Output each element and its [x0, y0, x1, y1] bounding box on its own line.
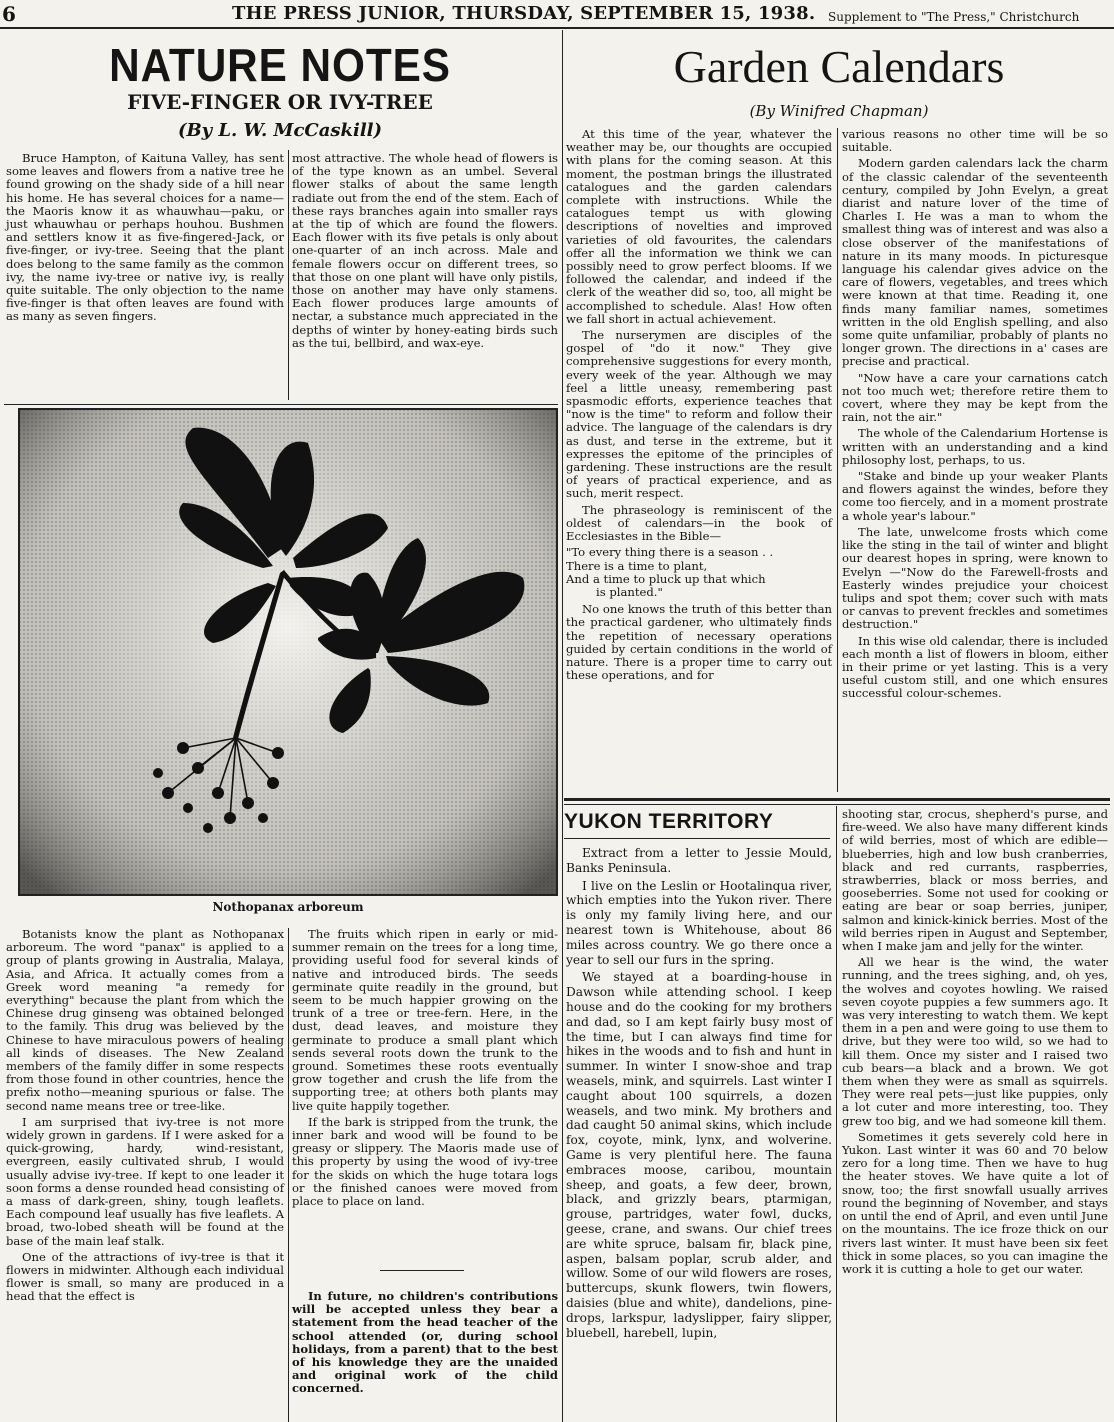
nature-notes-col1-bottom: [6, 928, 284, 1307]
garden-calendars-title: Garden Calendars: [673, 41, 1005, 92]
title-rule: [564, 838, 830, 839]
masthead: [0, 0, 1114, 26]
article-paragraph: Bruce Hampton, of Kaituna Valley, has sent some leaves and flowers from a native tree he found growing on the shady side of a hill near his home. He has several choices for a name—the Maoris know it as whauwhau—paku, or just whauwhau or perhaps houhou. Bushmen and settlers know it as five-fingered-Jack, or five-finger, or ivy-tree. Seeing that the plant does belong to the same family as the common ivy, the name ivy-tree or native ivy, is really quite suitable. The only objection to the name five-finger is that often leaves are found with as many as seven fingers.: [6, 151, 284, 324]
nature-notes-byline: (By L. W. McCaskill): [177, 120, 383, 141]
garden-calendars-byline: (By Winifred Chapman): [749, 102, 929, 120]
masthead-rule: [0, 27, 1114, 29]
article-paragraph: The fruits which ripen in early or mid-summer remain on the trees for a long time, providing useful food for several kinds of native and introduced birds. The seeds germinate quite readily in the ground, but seem to be much happier growing on the trunk of a tree or tree-fern. Here, in the dust, dead leaves, and moisture they germinate to produce a small plant which sends several roots down the trunk to the ground. Sometimes these roots eventually grow together and crush the life from the supporting tree; at others both plants may live quite happily together.: [292, 927, 558, 1113]
article-paragraph: In this wise old calendar, there is included each month a list of flowers in bloom, either in their prime or yet lasting. This is a very useful custom still, and one which ensures successful colour-schemes.: [842, 633, 1108, 701]
article-paragraph: various reasons no other time will be so suitable.: [842, 127, 1108, 155]
notice-text: In future, no children's contributions will be accepted unless they bear a statement from the head teacher of the school attended (or, during school holidays, from a parent) that to the best of his knowledge they are the unaided and original work of the child concerned.: [292, 1289, 558, 1396]
newspaper-title: THE PRESS JUNIOR, THURSDAY, SEPTEMBER 15, 1938.: [232, 3, 816, 24]
article-paragraph: All we hear is the wind, the water running, and the trees sighing, and, oh yes, the wolves and coyotes howling. We raised seven coyote puppies a few summers ago. It was very interesting to watch them. We kept them in a pen and were going to use them to drive, but they were too wild, so we had to kill them. Once my sister and I raised two cub bears—a black and a brown. We got them when they were as small as squirrels. They were real pets—just like puppies, only a lot cuter and more interesting, too. They grew too big, and we had someone kill them.: [842, 955, 1108, 1128]
nature-notes-col2-top: [292, 152, 558, 353]
section-rule: [564, 804, 1110, 805]
yukon-col1: [566, 846, 832, 1343]
article-paragraph: shooting star, crocus, shepherd's purse, and fire-weed. We also have many different kinds of wild berries, most of which are edible—blueberries, high and low bush cranberries, black and red currants, raspberries, strawberries, black or moss berries, and gooseberries. Some not used for cooking or eating are bear or soap berries, juniper, salmon and kinick-kinick berries. Most of the wild berries ripen in August and September, when I make jam and jelly for the winter.: [842, 807, 1108, 954]
nature-notes-subtitle: FIVE-FINGER OR IVY-TREE: [127, 90, 433, 114]
verse-line: And a time to pluck up that which: [566, 571, 766, 586]
article-paragraph: most attractive. The whole head of flowers is of the type known as an umbel. Several flower stalks of about the same length radiate out from the end of the stem. Each of these rays branches again into smaller rays at the tip of which are found the flowers. Each flower with its five petals is only about one-quarter of an inch across. Male and female flowers occur on different trees, so that those on one plant will have only pistils, those on another may have only stamens. Each flower produces large amounts of nectar, a substance much appreciated in the depths of winter by honey-eating birds such as the tui, bellbird, and wax-eye.: [292, 151, 558, 350]
article-paragraph: We stayed at a boarding-house in Dawson while attending school. I keep house and do the cooking for my brothers and dad, so I am kept fairly busy most of the time, but I can always find time for hikes in the woods and to fish and hunt in summer. In winter I snow-shoe and trap weasels, mink, and squirrels. Last winter I caught about 100 squirrels, a dozen weasels, and two mink. My brothers and dad caught 50 animal skins, which include fox, coyote, mink, lynx, and wolverine. Game is very plentiful here. The fauna embraces moose, caribou, mountain sheep, and goats, a few deer, brown, black, and grizzly bears, ptarmigan, grouse, partridges, water fowl, ducks, geese, crane, and swans. Our chief trees are white spruce, balsam fir, black pine, aspen, balsam poplar, scrub alder, and willow. Some of our wild flowers are roses, buttercups, skunk flowers, twin flowers, daisies (blue and white), dandelions, pine-drops, larkspur, ladyslipper, fairy slipper, bluebell, harebell, lupin,: [566, 970, 832, 1340]
article-paragraph: Modern garden calendars lack the charm of the classic calendar of the seventeenth century, compiled by John Evelyn, a great diarist and nature lover of the time of Charles I. He was a man to whom the smallest thing was of interest and was also a close observer of the manifestations of nature in its many moods. In picturesque language his calendar gives advice on the care of flowers, vegetables, and trees which were known at that time. Reading it, one finds many familiar names, sometimes written in the old English spelling, and also some quite unfamiliar, probably of plants no longer grown. The directions in a' cases are precise and practical.: [842, 156, 1108, 369]
column-rule: [837, 128, 838, 792]
article-paragraph: "Stake and binde up your weaker Plants and flowers against the windes, before they come too fiercely, and in a moment prostrate a whole year's labour.": [842, 469, 1108, 523]
article-paragraph: I am surprised that ivy-tree is not more widely grown in gardens. If I were asked for a quick-growing, hardy, wind-resistant, evergreen, easily cultivated shrub, I would usually advise ivy-tree. If kept to one leader it soon forms a dense rounded head consisting of a mass of dark-green, shiny, tough leaflets. Each compound leaf usually has five leaflets. A broad, two-lobed sheath will be found at the base of the main leaf stalk.: [6, 1114, 284, 1248]
supplement-line: Supplement to "The Press," Christchurch: [828, 10, 1080, 24]
letter-intro: Extract from a letter to Jessie Mould, Banks Peninsula.: [566, 846, 832, 875]
verse-line: There is a time to plant,: [566, 558, 708, 573]
column-rule: [288, 928, 289, 1422]
divider: [380, 1270, 464, 1271]
article-paragraph: Botanists know the plant as Nothopanax arboreum. The word "panax" is applied to a group of plants growing in Australia, Malaya, Asia, and Africa. It actually comes from a Greek word meaning "a remedy for everything" because the plant from which the Chinese drug ginseng was obtained belonged to the family. This drug was believed by the Chinese to have miraculous powers of healing all kinds of diseases. The New Zealand members of the family differ in some respects from those found in other countries, hence the prefix notho—meaning spurious or false. The second name means tree or tree-like.: [6, 927, 284, 1113]
page-number: 6: [2, 2, 16, 26]
article-paragraph: "Now have a care your carnations catch not too much wet; therefore retire them to covert, where they may be kept from the rain, not the air.": [842, 370, 1108, 425]
verse-line: "To every thing there is a season . .: [566, 545, 774, 560]
column-rule: [288, 150, 289, 400]
article-paragraph: No one knows the truth of this better than the practical gardener, who ultimately finds the repetition of necessary operations guided by certain conditions in the world of nature. There is a proper time to carry out these operations, and for: [566, 602, 832, 683]
nature-notes-col1-top: [6, 152, 284, 327]
nature-notes-title: NATURE NOTES: [109, 39, 451, 91]
article-paragraph: If the bark is stripped from the trunk, the inner bark and wood will be found to be greasy or slippery. The Maoris made use of this property by using the wood of ivy-tree for the skids on which the huge totara logs or the finished canoes were moved from place to place on land.: [292, 1114, 558, 1209]
garden-calendars-col1: [566, 128, 832, 685]
yukon-col2: [842, 808, 1108, 1279]
column-rule: [836, 806, 837, 1422]
photo-caption: Nothopanax arboreum: [212, 900, 364, 914]
article-paragraph: The phraseology is reminiscent of the oldest of calendars—in the book of Ecclesiastes in the Bible—: [566, 502, 832, 544]
article-paragraph: Sometimes it gets severely cold here in Yukon. Last winter it was 60 and 70 below zero for a long time. Then we have to hug the heater stoves. We have quite a lot of snow, too; the first snowfall usually arrives round the beginning of November, and stays on until the end of April, and even until June on the mountains. The ice froze thick on our rivers last winter. It must have been six feet thick in some places, so you can imagine the work it is cutting a hole to get our water.: [842, 1129, 1108, 1276]
nature-notes-col2-bottom: [292, 928, 558, 1211]
yukon-title: YUKON TERRITORY: [564, 810, 774, 833]
verse-line: is planted.": [596, 584, 663, 599]
article-paragraph: The late, unwelcome frosts which come like the sting in the tail of winter and blight our dearest hopes in spring, were known to Evelyn —"Now do the Farewell-frosts and Easterly windes prejudice your choicest tulips and spot them; cover such with mats or canvas to prevent freckles and sometimes destruction.": [842, 524, 1108, 632]
contributions-notice: [292, 1290, 558, 1399]
article-paragraph: I live on the Leslin or Hootalinqua river, which empties into the Yukon river. There is only my family living here, and our nearest town is Whitehouse, about 86 miles across country. We go there once a year to sell our furs in the spring.: [566, 878, 832, 967]
article-paragraph: The whole of the Calendarium Hortense is written with an understanding and a kind philosophy lost, perhaps, to us.: [842, 426, 1108, 467]
section-rule: [564, 798, 1110, 801]
section-rule: [4, 404, 558, 405]
article-paragraph: At this time of the year, whatever the weather may be, our thoughts are occupied with plans for the coming season. At this moment, the postman brings the illustrated catalogues and the garden calendars complete with instructions. While the catalogues tempt us with glowing descriptions of novelties and improved varieties of old favourites, the calendars offer all the information we think we can possibly need to grow perfect blooms. If we followed the calendar, and indeed if the clerk of the weather did so, too, all might be accomplished to schedule. Alas! How often we fall short in actual achievement.: [566, 127, 832, 326]
article-paragraph: The nurserymen are disciples of the gospel of "do it now." They give comprehensive suggestions for every month, every week of the year. Although we may feel a little uneasy, remembering past spasmodic efforts, experience teaches that "now is the time" to reform and follow their advice. The language of the calendars is dry as dust, and terse in the extreme, but it expresses the epitome of the principles of gardening. These instructions are the result of years of practical experience, and as such, merit respect.: [566, 328, 832, 501]
nothopanax-photo: [18, 408, 558, 896]
article-paragraph: One of the attractions of ivy-tree is that it flowers in midwinter. Although each individual flower is small, so many are produced in a head that the effect is: [6, 1249, 284, 1304]
garden-calendars-col2: [842, 128, 1108, 704]
column-rule: [562, 30, 563, 1422]
